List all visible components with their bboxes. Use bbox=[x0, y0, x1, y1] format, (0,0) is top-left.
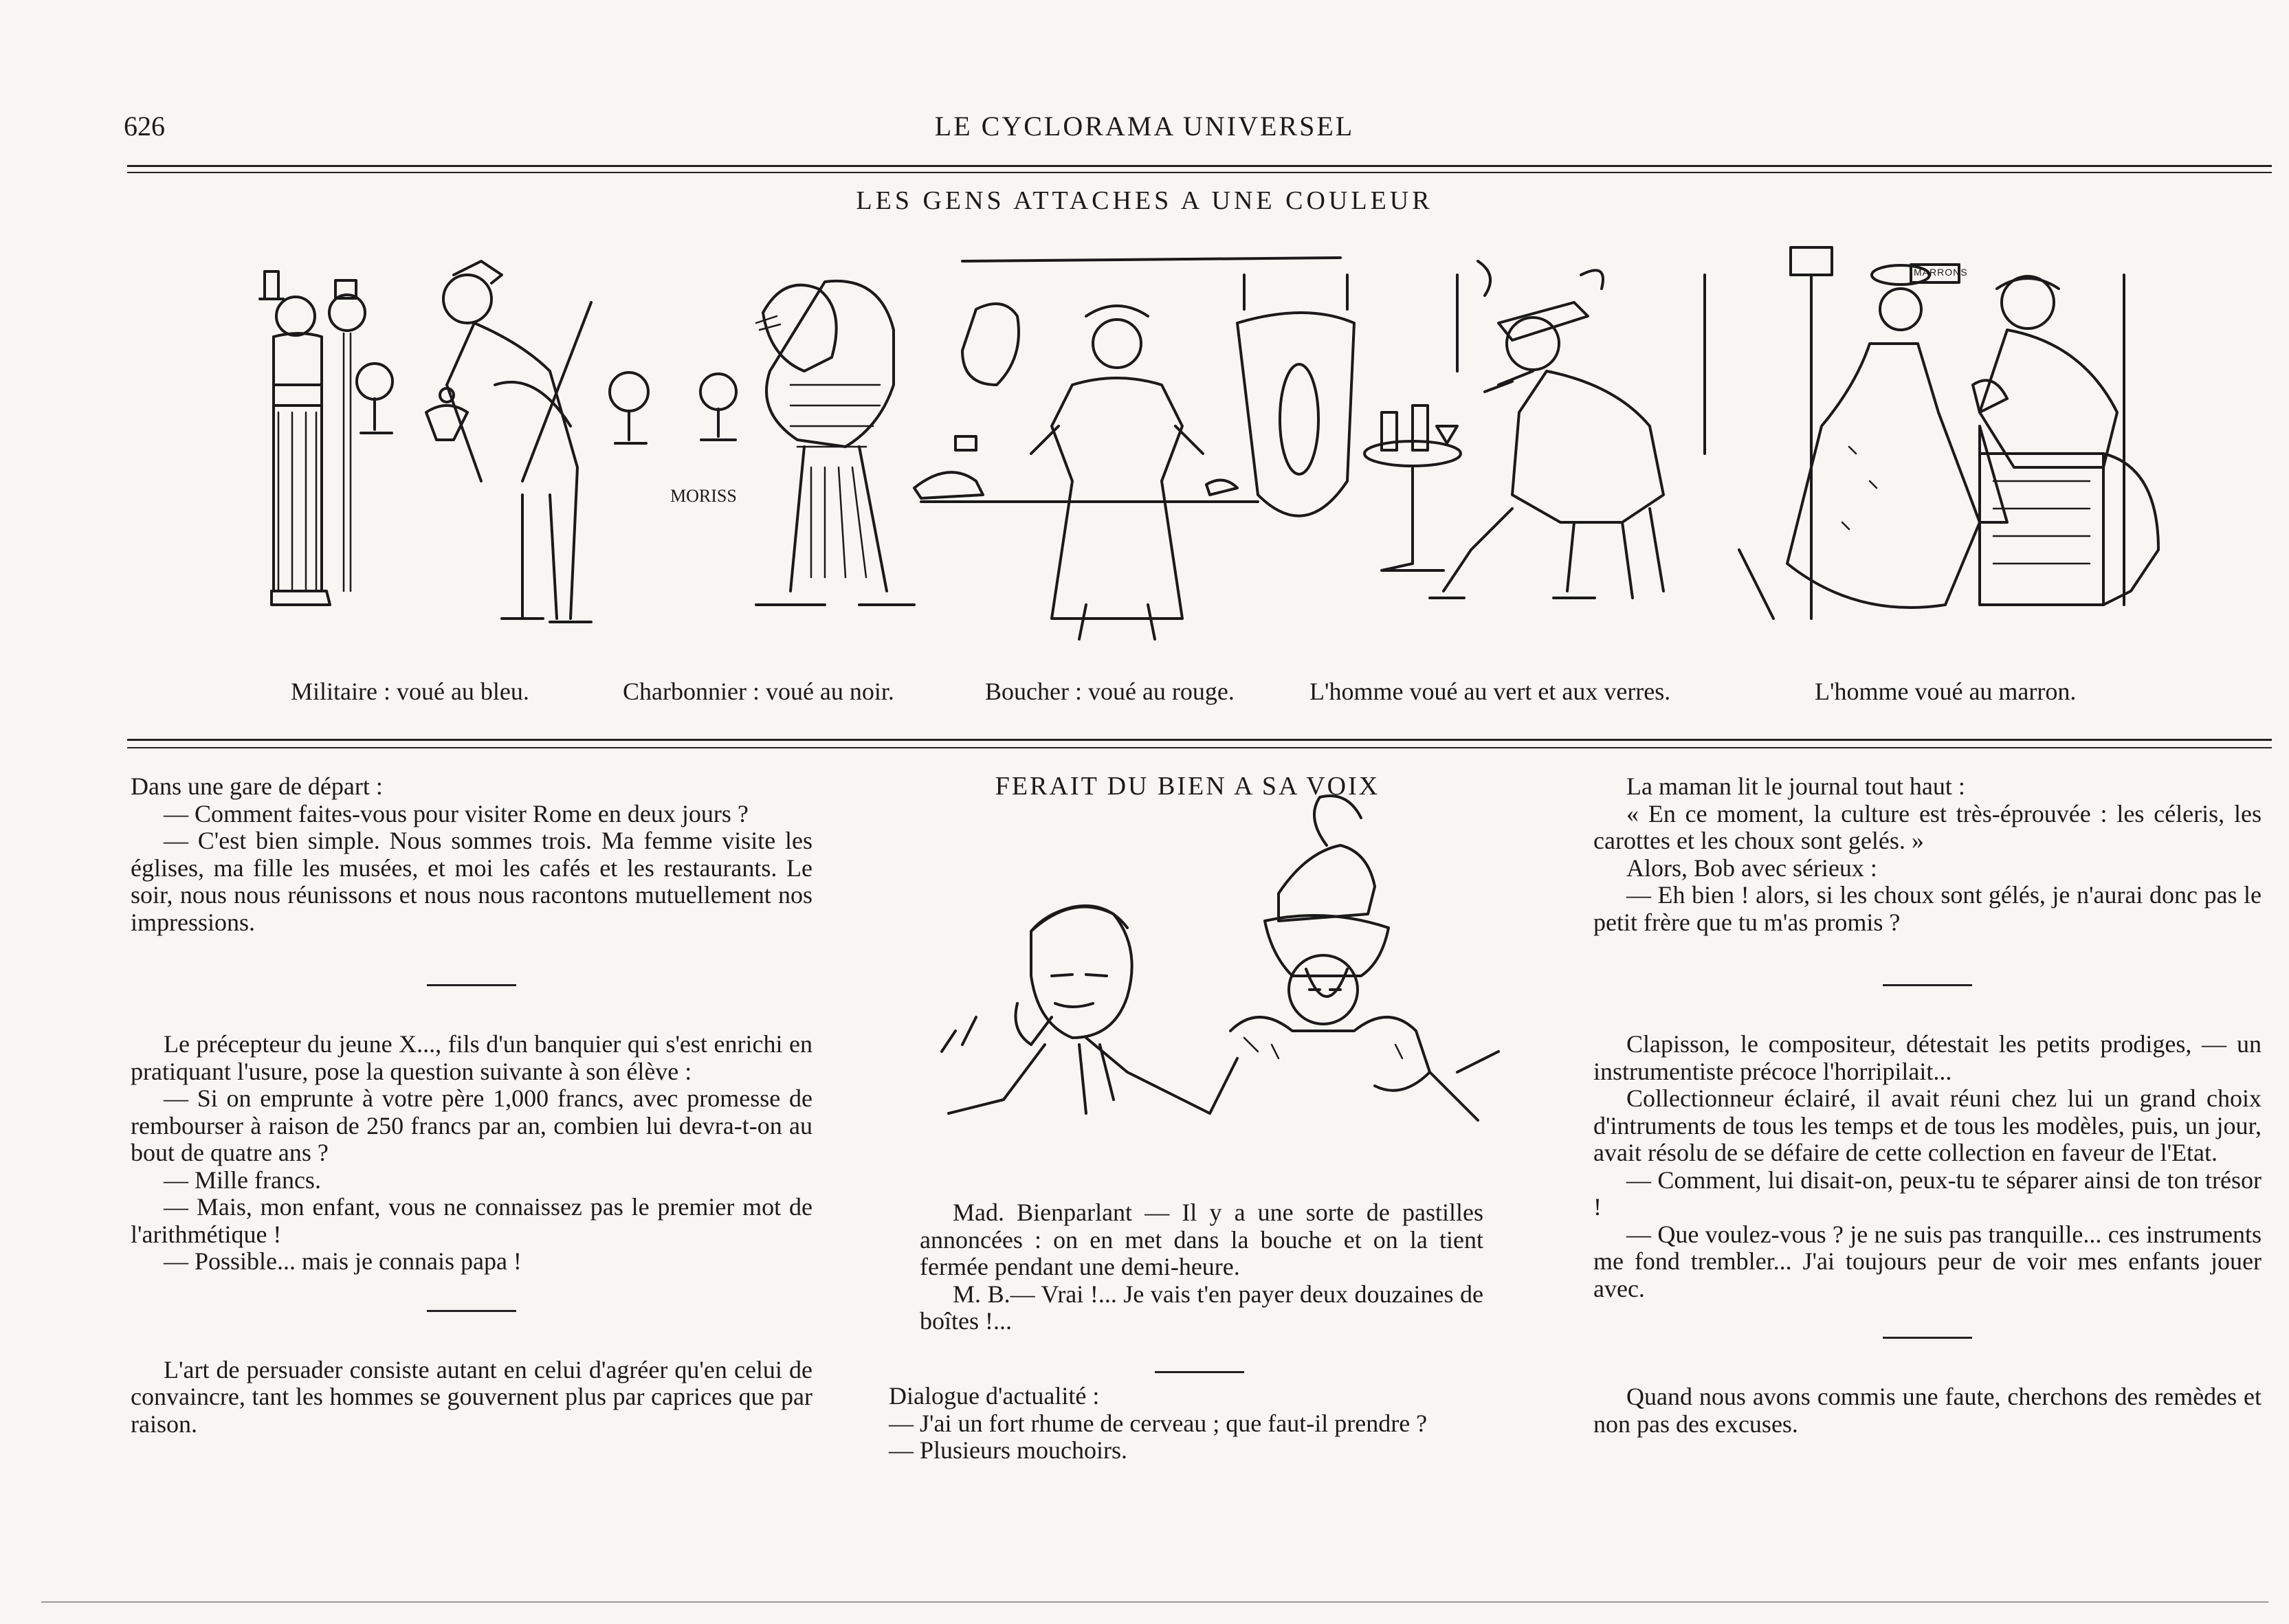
anecdote-banker-retort: — Mais, mon enfant, vous ne connaissez pas le premier mot de l'arithmétique ! bbox=[131, 1193, 812, 1248]
anecdote-rome-intro: Dans une gare de départ : bbox=[131, 772, 383, 800]
maxim-persuasion: L'art de persuader consiste autant en celui d'agréer qu'en celui de convaincre, tant les hommes se gouvernent plus par caprices que par raison. bbox=[131, 1355, 812, 1438]
woman-figure bbox=[1210, 796, 1499, 1120]
cartoon-title: LES GENS ATTACHES A UNE COULEUR bbox=[856, 186, 1433, 215]
cartoonist-signature: MORISS bbox=[670, 486, 737, 506]
man-figure bbox=[942, 906, 1210, 1113]
running-title: LE CYCLORAMA UNIVERSEL bbox=[934, 111, 1355, 142]
anecdote-banker-punchline: — Possible... mais je connais papa ! bbox=[164, 1247, 522, 1275]
footer-rule bbox=[41, 1601, 2268, 1603]
anecdote-clapisson-question: — Comment, lui disait-on, peux-tu te séparer ainsi de ton trésor ! bbox=[1593, 1166, 2262, 1221]
maxim-remedes: Quand nous avons commis une faute, cherchons des remèdes et non pas des excuses. bbox=[1593, 1383, 2262, 1438]
column-right bbox=[1593, 773, 2262, 1438]
caption-military: Militaire : voué au bleu. bbox=[291, 678, 529, 705]
separator bbox=[1155, 1371, 1244, 1373]
dialogue-rhume-answer: — Plusieurs mouchoirs. bbox=[889, 1436, 1127, 1464]
anecdote-bob-quote: « En ce moment, la culture est très-éprouvée : les céleris, les carottes et les choux sont gelés. » bbox=[1593, 799, 2262, 854]
caption-butcher: Boucher : voué au rouge. bbox=[985, 678, 1235, 705]
marrons-sign-label: MARRONS bbox=[1914, 267, 1968, 278]
caption-coal-man: Charbonnier : voué au noir. bbox=[623, 678, 894, 705]
caption-green-man: L'homme voué au vert et aux verres. bbox=[1309, 678, 1671, 705]
dialogue-rhume-question: — J'ai un fort rhume de cerveau ; que faut-il prendre ? bbox=[889, 1409, 1428, 1437]
caption-chestnut-man: L'homme voué au marron. bbox=[1815, 678, 2077, 705]
anecdote-clapisson-collection: Collectionneur éclairé, il avait réuni chez lui un grand choix d'intruments de tous les temps et de tous les modèles, puis, un jour, avait résolu de se défaire de cette collection en faveur de l'Etat. bbox=[1593, 1084, 2262, 1166]
anecdote-bob-punchline: — Eh bien ! alors, si les choux sont gélés, je n'aurai donc pas le petit frère que tu m'as promis ? bbox=[1593, 881, 2262, 936]
dialogue-pastilles-husband: M. B.— Vrai !... Je vais t'en payer deux douzaines de boîtes !... bbox=[920, 1280, 1483, 1335]
anecdote-clapisson-intro: Clapisson, le compositeur, détestait les petits prodiges, — un instrumentiste précoce l'horripilait... bbox=[1593, 1030, 2262, 1085]
page-number: 626 bbox=[124, 111, 165, 142]
anecdote-clapisson-answer: — Que voulez-vous ? je ne suis pas tranquille... ces instruments me fond trembler... J'ai toujours peur de voir mes enfants jouer avec. bbox=[1593, 1220, 2262, 1302]
column-middle-text bbox=[920, 1199, 1483, 1335]
anecdote-banker-reply: — Mille francs. bbox=[164, 1166, 321, 1194]
anecdote-bob-intro: La maman lit le journal tout haut : bbox=[1626, 772, 1965, 800]
anecdote-bob-lead: Alors, Bob avec sérieux : bbox=[1626, 854, 1877, 882]
anecdote-rome-answer: — C'est bien simple. Nous sommes trois. Ma femme visite les églises, ma fille les musées, et moi les cafés et les restaurants. Le soir, nous nous réunissons et nous nous racontons mutuellement nos impressions. bbox=[131, 827, 812, 936]
anecdote-rome-question: — Comment faites-vous pour visiter Rome en deux jours ? bbox=[164, 799, 749, 827]
article-title: FERAIT DU BIEN A SA VOIX bbox=[995, 772, 1380, 801]
dialogue-pastilles-wife: Mad. Bienparlant — Il y a une sorte de pastilles annoncées : on en met dans la bouche et on la tient fermée pendant une demi-heure. bbox=[920, 1199, 1483, 1280]
anecdote-banker-intro: Le précepteur du jeune X..., fils d'un banquier qui s'est enrichi en pratiquant l'usure, pose la question suivante à son élève : bbox=[131, 1030, 812, 1085]
dialogue-rhume-intro: Dialogue d'actualité : bbox=[889, 1382, 1100, 1410]
anecdote-banker-question: — Si on emprunte à votre père 1,000 francs, avec promesse de rembourser à raison de 250 francs par an, combien lui devra-t-on au bout de quatre ans ? bbox=[131, 1084, 812, 1166]
column-middle-dialogue bbox=[889, 1383, 1494, 1465]
